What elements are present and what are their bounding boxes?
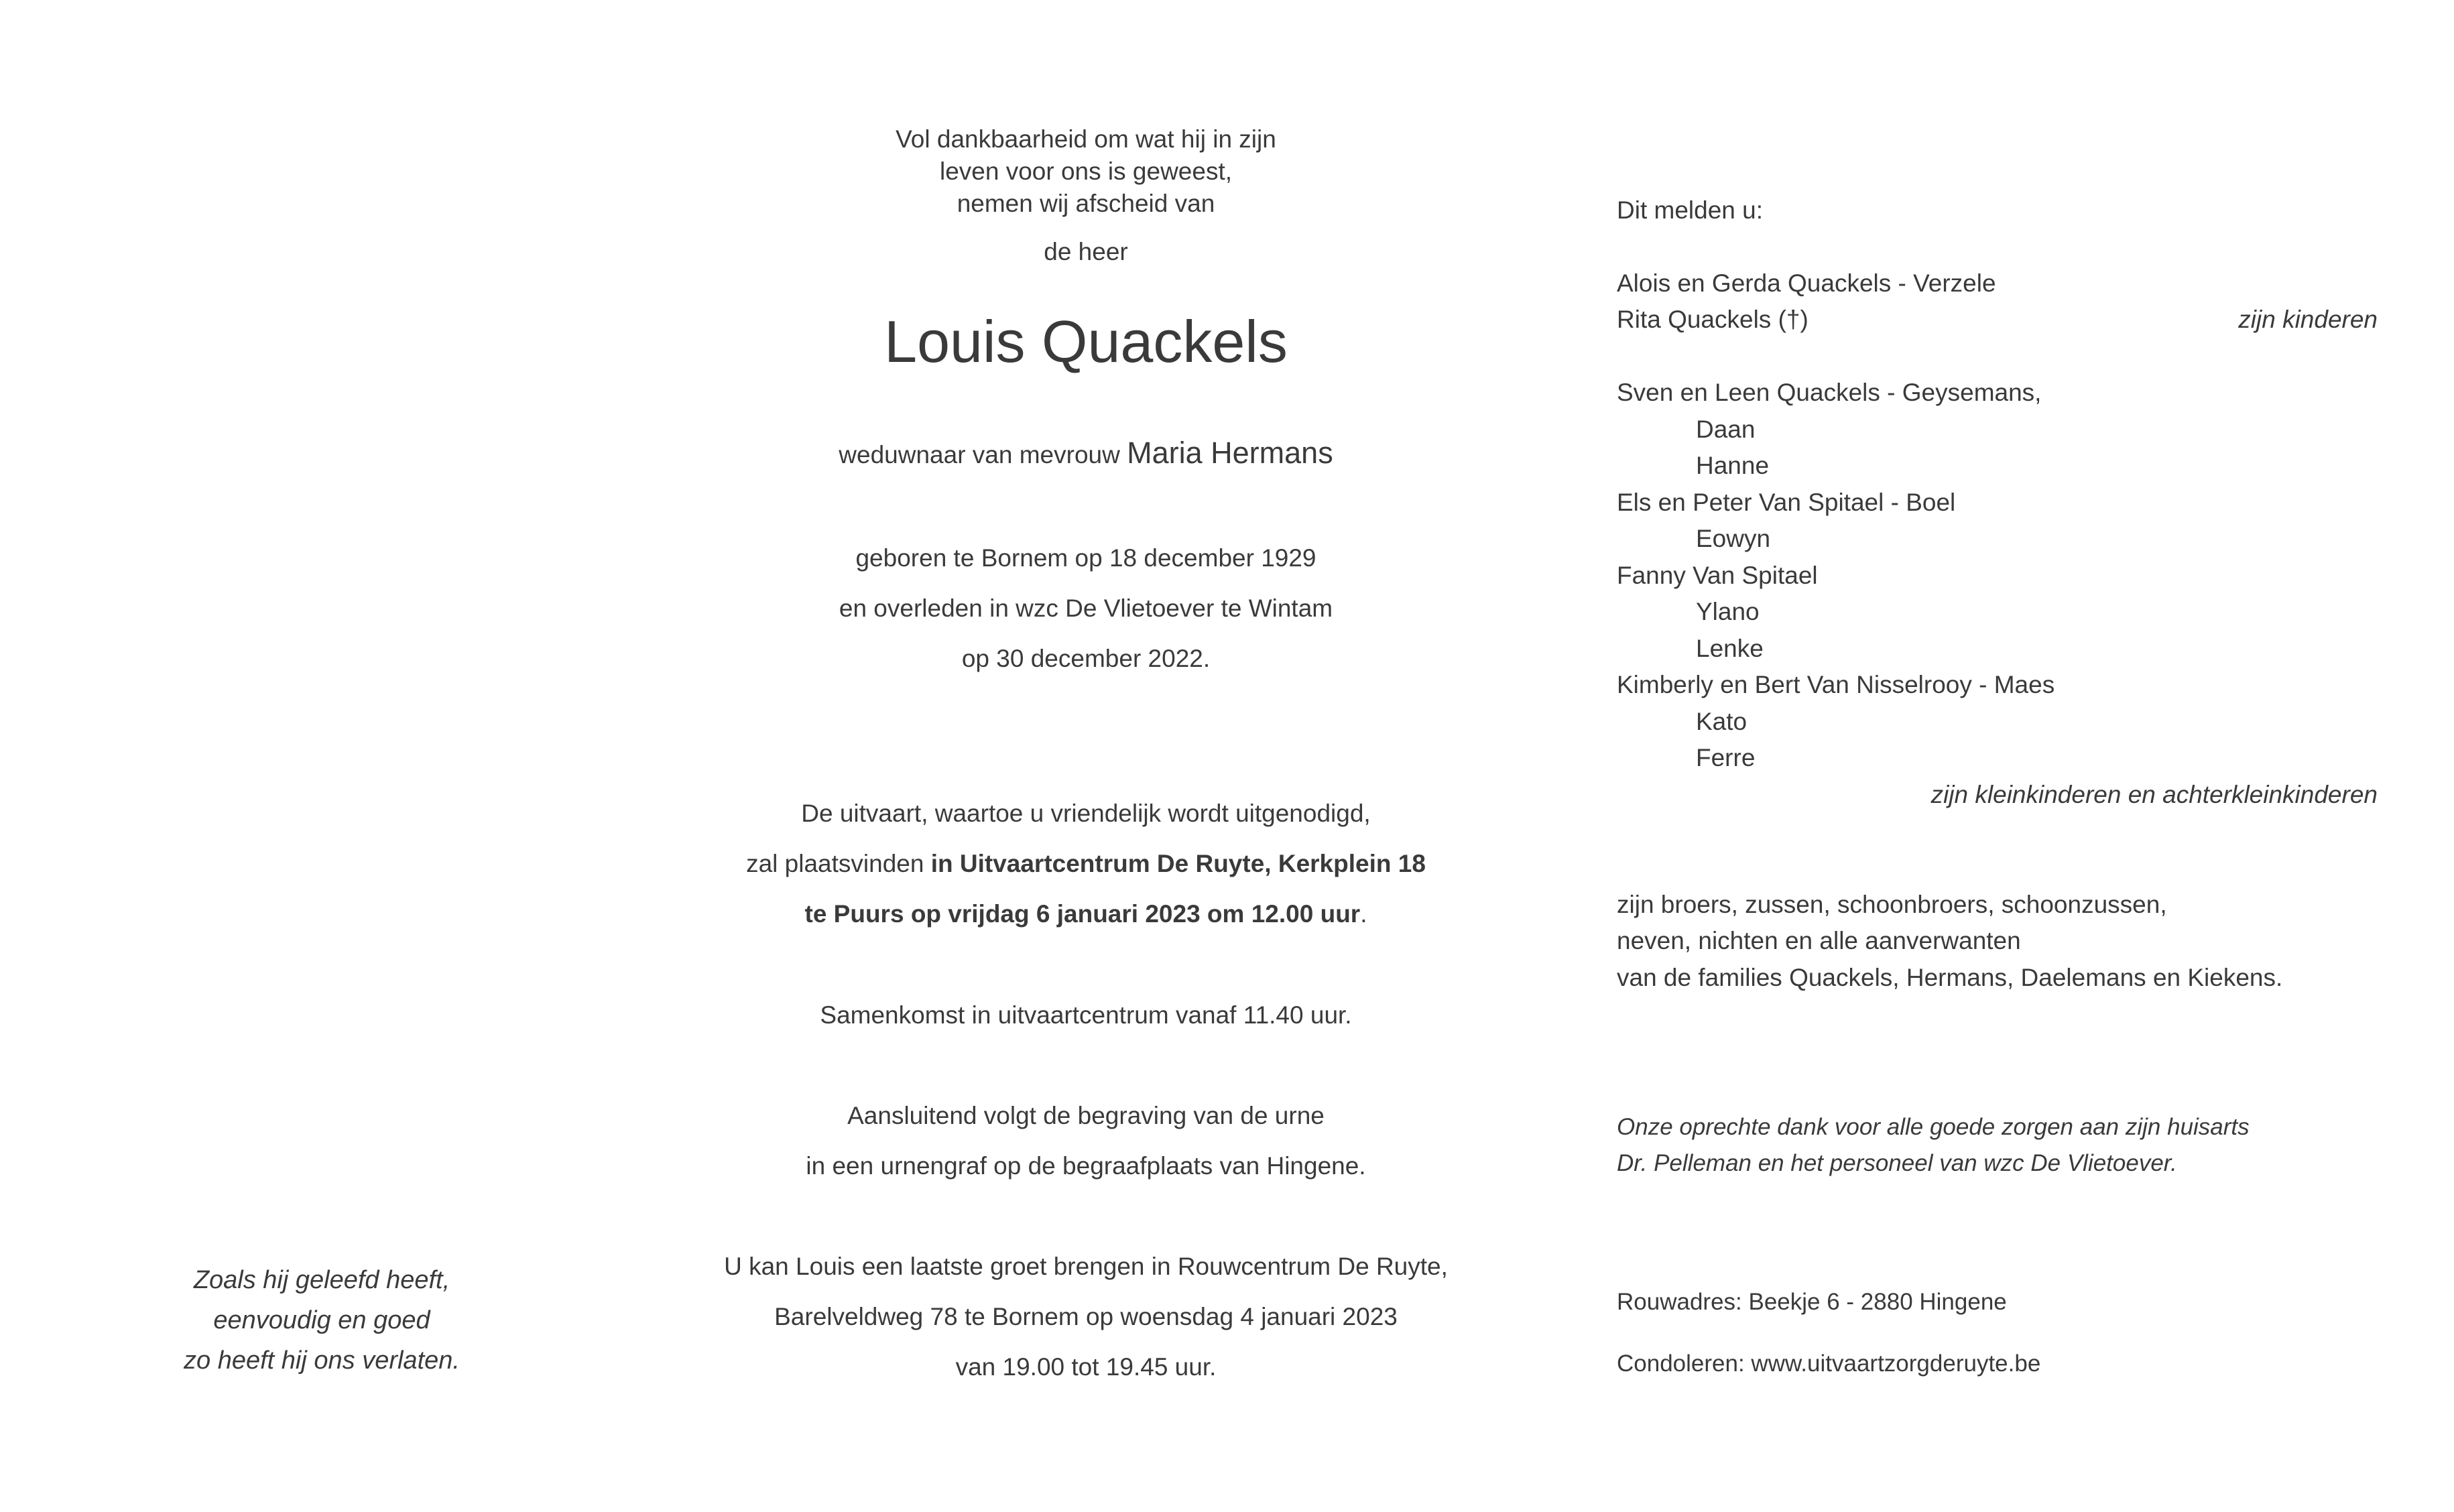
grandchild-family: Sven en Leen Quackels - Geysemans, [1617, 379, 2042, 406]
funeral-date: te Puurs op vrijdag 6 januari 2023 om 12.00 uur [804, 900, 1361, 928]
children-label: zijn kinderen [2238, 306, 2378, 333]
announcement-main [670, 0, 1501, 1512]
poem [121, 1260, 523, 1381]
gathering-line: Samenkomst in uitvaartcentrum vanaf 11.40 uur. [820, 1001, 1352, 1029]
great-grandchild: Ferre [1696, 744, 1756, 771]
title-text: de heer [1044, 238, 1128, 265]
deceased-name: Louis Quackels [884, 308, 1288, 375]
funeral-prefix: zal plaatsvinden [746, 850, 931, 877]
great-grandchild: Daan [1696, 416, 1756, 443]
relatives-line: zijn broers, zussen, schoonbroers, schoonzussen, [1617, 891, 2167, 918]
birth-death [670, 533, 1501, 684]
gathering [670, 990, 1501, 1040]
great-grandchild: Kato [1696, 708, 1747, 735]
funeral-location: in Uitvaartcentrum De Ruyte, Kerkplein 18 [930, 850, 1426, 877]
widow-prefix: weduwnaar van mevrouw [839, 441, 1127, 468]
funeral-date-line [670, 889, 1501, 939]
great-grandchild: Lenke [1696, 635, 1764, 662]
thanks-line: Onze oprechte dank voor alle goede zorgen aan zijn huisarts [1617, 1114, 2250, 1140]
intro-line: Vol dankbaarheid om wat hij in zijn [896, 125, 1276, 153]
visitation-line: U kan Louis een laatste groet brengen in Rouwcentrum De Ruyte, [724, 1253, 1448, 1280]
funeral-date-suffix: . [1360, 900, 1367, 928]
spouse-name: Maria Hermans [1127, 436, 1333, 470]
intro [670, 123, 1501, 220]
burial-line: Aansluitend volgt de begraving van de urne [847, 1102, 1325, 1129]
funeral-info [670, 788, 1501, 939]
burial [670, 1090, 1501, 1191]
great-grandchild: Ylano [1696, 598, 1760, 625]
grandchildren-label: zijn kleinkinderen en achterkleinkinderen [1930, 781, 2378, 808]
widow-line [670, 436, 1501, 470]
visitation-line: Barelveldweg 78 te Bornem op woensdag 4 januari 2023 [774, 1303, 1398, 1330]
funeral-location-line [670, 838, 1501, 889]
condolences-line: Condoleren: www.uitvaartzorgderuyte.be [1617, 1350, 2041, 1377]
intro-line: leven voor ons is geweest, [939, 158, 1232, 185]
thanks-line: Dr. Pelleman en het personeel van wzc De Vlietoever. [1617, 1150, 2177, 1176]
death-line: en overleden in wzc De Vlietoever te Wintam [839, 594, 1333, 622]
family-list [1617, 0, 2378, 1512]
child: Rita Quackels (†) [1617, 306, 1808, 333]
death-date-line: op 30 december 2022. [961, 645, 1211, 672]
visitation [670, 1241, 1501, 1392]
relatives-line: van de families Quackels, Hermans, Daelemans en Kiekens. [1617, 964, 2283, 991]
grandchild-family: Fanny Van Spitael [1617, 562, 1818, 589]
great-grandchild: Eowyn [1696, 525, 1771, 552]
burial-line: in een urnengraf op de begraafplaats van Hingene. [806, 1152, 1366, 1180]
intro-line: nemen wij afscheid van [957, 190, 1215, 217]
relatives-line: neven, nichten en alle aanverwanten [1617, 927, 2021, 954]
visitation-line: van 19.00 tot 19.45 uur. [955, 1353, 1217, 1381]
grandchild-family: Els en Peter Van Spitael - Boel [1617, 489, 1956, 516]
great-grandchild: Hanne [1696, 452, 1770, 479]
announce-line: Dit melden u: [1617, 196, 1763, 224]
poem-line: Zoals hij geleefd heeft, [193, 1266, 450, 1294]
mourning-address: Rouwadres: Beekje 6 - 2880 Hingene [1617, 1289, 2007, 1315]
poem-line: eenvoudig en goed [213, 1306, 430, 1334]
title [670, 238, 1501, 266]
poem-line: zo heeft hij ons verlaten. [184, 1346, 460, 1375]
grandchild-family: Kimberly en Bert Van Nisselrooy - Maes [1617, 671, 2055, 698]
child: Alois en Gerda Quackels - Verzele [1617, 269, 1996, 297]
funeral-line: De uitvaart, waartoe u vriendelijk wordt uitgenodigd, [801, 800, 1371, 827]
birth-line: geboren te Bornem op 18 december 1929 [855, 544, 1316, 572]
